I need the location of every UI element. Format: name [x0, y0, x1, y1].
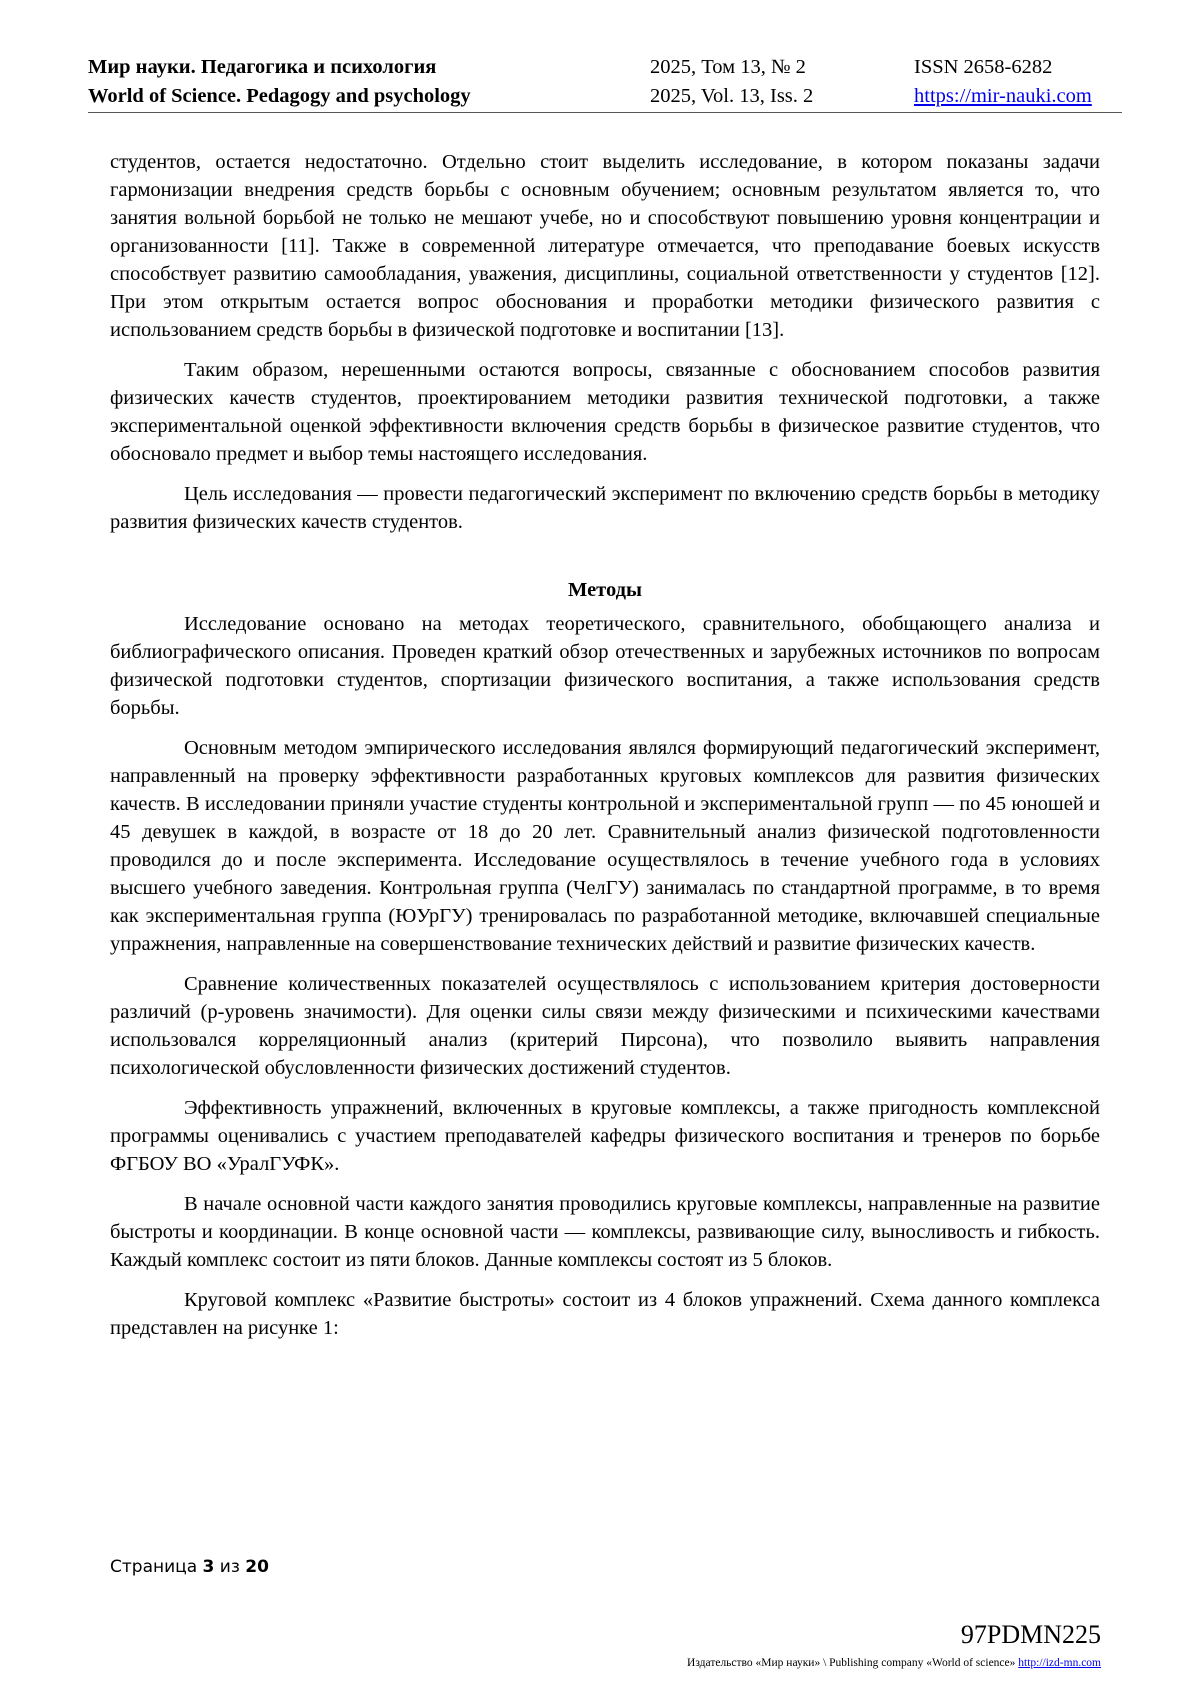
journal-title-en: World of Science. Pedagogy and psychology [88, 85, 471, 107]
issue-en: 2025, Vol. 13, Iss. 2 [650, 85, 814, 107]
journal-url-link[interactable]: https://mir-nauki.com [914, 85, 1092, 107]
paragraph-2: Таким образом, нерешенными остаются вопросы, связанные с обоснованием способов развития физических качеств студентов, проектированием методики развития технической подготовки, а также экспериментальной оценкой эффективности включения средств борьбы в физическое развитие студентов, что обосновало предмет и выбор темы настоящего исследования. [110, 359, 1100, 465]
paragraph-7: Эффективность упражнений, включенных в круговые комплексы, а также пригодность комплексной программы оценивались с участием преподавателей кафедры физического воспитания и тренеров по борьбе ФГБОУ ВО «УралГУФК». [110, 1097, 1100, 1175]
issue-block [650, 53, 813, 111]
issue-ru: 2025, Том 13, № 2 [650, 56, 806, 78]
page-number [110, 1557, 269, 1577]
page-current: 3 [202, 1557, 215, 1577]
page-of: из [219, 1557, 240, 1577]
page-total: 20 [245, 1557, 269, 1577]
publisher-line [687, 1657, 1101, 1669]
article-code: 97PDMN225 [960, 1620, 1101, 1649]
publisher-link[interactable]: http://izd-mn.com [1018, 1657, 1101, 1669]
paragraph-4: Исследование основано на методах теоретического, сравнительного, обобщающего анализа и библиографического описания. Проведен краткий обзор отечественных и зарубежных источников по вопросам физической подготовки студентов, спортизации физического воспитания, а также использования средств борьбы. [110, 613, 1100, 719]
paragraph-9: Круговой комплекс «Развитие быстроты» состоит из 4 блоков упражнений. Схема данного комплекса представлен на рисунке 1: [110, 1289, 1100, 1339]
paragraph-8: В начале основной части каждого занятия проводились круговые комплексы, направленные на развитие быстроты и координации. В конце основной части — комплексы, развивающие силу, выносливость и гибкость. Каждый комплекс состоит из пяти блоков. Данные комплексы состоят из 5 блоков. [110, 1193, 1100, 1271]
page-word: Страница [110, 1557, 198, 1577]
paragraph-3: Цель исследования — провести педагогический эксперимент по включению средств борьбы в методику развития физических качеств студентов. [110, 483, 1100, 533]
issn: ISSN 2658-6282 [914, 56, 1053, 78]
paragraph-5: Основным методом эмпирического исследования являлся формирующий педагогический эксперимент, направленный на проверку эффективности разработанных круговых комплексов для развития физических качеств. В исследовании приняли участие студенты контрольной и экспериментальной групп — по 45 юношей и 45 девушек в каждой, в возрасте от 18 до 20 лет. Сравнительный анализ физической подготовленности проводился до и после эксперимента. Исследование осуществлялось в течение учебного года в условиях высшего учебного заведения. Контрольная группа (ЧелГУ) занималась по стандартной программе, в то время как экспериментальная группа (ЮУрГУ) тренировалась по разработанной методике, включавшей специальные упражнения, направленные на совершенствование технических действий и развитие физических качеств. [110, 737, 1100, 955]
paragraph-1: студентов, остается недостаточно. Отдельно стоит выделить исследование, в котором показаны задачи гармонизации внедрения средств борьбы с основным обучением; основным результатом является то, что занятия вольной борьбой не только не мешают учебе, но и способствуют повышению уровня концентрации и организованности [11]. Также в современной литературе отмечается, что преподавание боевых искусств способствует развитию самообладания, уважения, дисциплины, социальной ответственности у студентов [12]. При этом открытым остается вопрос обоснования и проработки методики физического развития с использованием средств борьбы в физической подготовке и воспитании [13]. [110, 151, 1100, 341]
header-divider [88, 112, 1122, 113]
paragraph-6: Сравнение количественных показателей осуществлялось с использованием критерия достоверности различий (p-уровень значимости). Для оценки силы связи между физическими и психическими качествами использовался корреляционный анализ (критерий Пирсона), что позволило выявить направления психологической обусловленности физических достижений студентов. [110, 973, 1100, 1079]
methods-heading: Методы [567, 579, 642, 601]
journal-title-ru: Мир науки. Педагогика и психология [88, 56, 437, 78]
journal-title-block [88, 53, 471, 111]
publisher-text: Издательство «Мир науки» \ Publishing company «World of science» [687, 1657, 1016, 1669]
issn-block [914, 53, 1092, 111]
page-header [88, 53, 1122, 113]
article-body [110, 148, 1100, 1354]
